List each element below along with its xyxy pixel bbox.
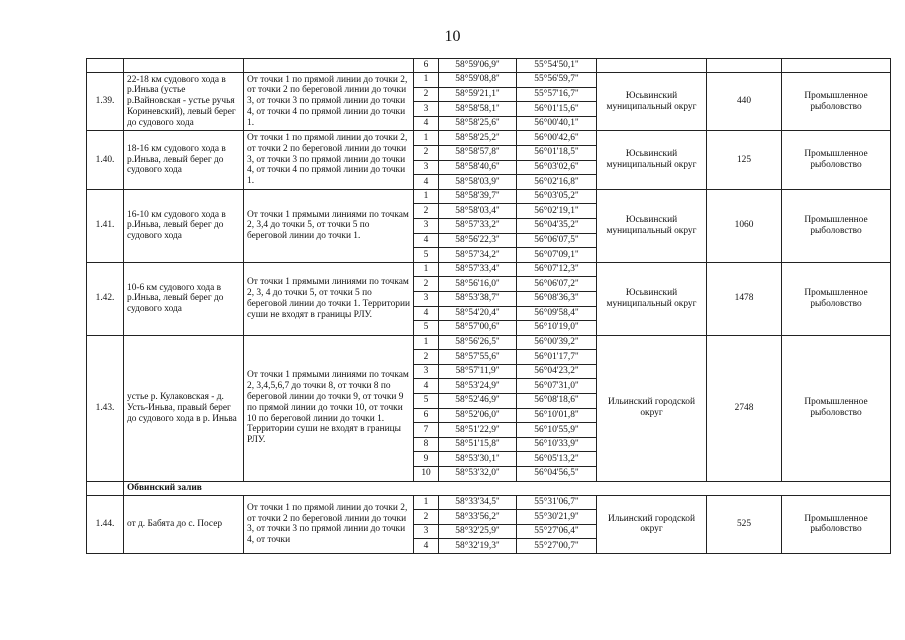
point-number: 3 bbox=[414, 102, 439, 117]
point-number: 5 bbox=[414, 394, 439, 409]
row-number: 1.41. bbox=[87, 189, 124, 262]
latitude: 58°57'33,4" bbox=[439, 262, 517, 277]
longitude: 56°00'39,2" bbox=[517, 335, 597, 350]
point-number: 4 bbox=[414, 233, 439, 248]
place-description: 18-16 км судового хода в р.Иньва, левый берег до судового хода bbox=[124, 131, 244, 189]
latitude: 58°58'25,2" bbox=[439, 131, 517, 146]
purpose: Промышленное рыболовство bbox=[782, 335, 891, 481]
point-number: 1 bbox=[414, 73, 439, 88]
latitude: 58°32'25,9" bbox=[439, 524, 517, 539]
district: Юсьвинский муниципальный округ bbox=[597, 262, 707, 335]
purpose: Промышленное рыболовство bbox=[782, 131, 891, 189]
latitude: 58°58'57,8" bbox=[439, 145, 517, 160]
area-value: 1060 bbox=[707, 189, 782, 262]
boundary-description: От точки 1 по прямой линии до точки 2, от точки 2 по береговой линии до точки 3, от точки 3 по прямой линии до точки 4, от точки 4 по прямой линии до точки 1. bbox=[244, 131, 414, 189]
place-cell bbox=[124, 59, 244, 73]
district: Ильинский городской округ bbox=[597, 495, 707, 553]
point-number: 5 bbox=[414, 248, 439, 263]
purpose: Промышленное рыболовство bbox=[782, 189, 891, 262]
longitude: 56°01'15,6" bbox=[517, 102, 597, 117]
longitude: 56°02'19,1" bbox=[517, 204, 597, 219]
point-number: 2 bbox=[414, 510, 439, 525]
latitude: 58°56'16,0" bbox=[439, 277, 517, 292]
latitude: 58°52'06,0" bbox=[439, 408, 517, 423]
longitude: 56°10'01,8" bbox=[517, 408, 597, 423]
longitude: 56°07'09,1" bbox=[517, 248, 597, 263]
latitude: 58°53'32,0" bbox=[439, 467, 517, 482]
area-value: 525 bbox=[707, 495, 782, 553]
latitude: 58°54'20,4" bbox=[439, 306, 517, 321]
longitude: 56°04'23,2" bbox=[517, 364, 597, 379]
table-body bbox=[87, 59, 891, 554]
place-description: 22-18 км судового хода в р.Иньва (устье р.Вайновская - устье ручья Кориневский), левый берег до судового хода bbox=[124, 73, 244, 131]
latitude: 58°33'34,5" bbox=[439, 495, 517, 510]
point-number: 4 bbox=[414, 539, 439, 554]
boundary-description: От точки 1 по прямой линии до точки 2, от точки 2 по береговой линии до точки 3, от точки 3 по прямой линии до точки 4, от точки bbox=[244, 495, 414, 553]
latitude: 58°58'03,9" bbox=[439, 175, 517, 190]
longitude: 56°00'42,6" bbox=[517, 131, 597, 146]
longitude: 56°05'13,2" bbox=[517, 452, 597, 467]
latitude: 58°59'08,8" bbox=[439, 73, 517, 88]
point-number: 3 bbox=[414, 218, 439, 233]
point-number: 2 bbox=[414, 87, 439, 102]
point-number: 1 bbox=[414, 262, 439, 277]
longitude: 56°08'36,3" bbox=[517, 291, 597, 306]
district: Юсьвинский муниципальный округ bbox=[597, 131, 707, 189]
point-number: 3 bbox=[414, 160, 439, 175]
longitude: 56°06'07,5" bbox=[517, 233, 597, 248]
continuation-row bbox=[87, 59, 891, 73]
longitude: 56°00'40,1" bbox=[517, 116, 597, 131]
district: Ильинский городской округ bbox=[597, 335, 707, 481]
point-number: 4 bbox=[414, 175, 439, 190]
latitude: 58°58'39,7" bbox=[439, 189, 517, 204]
latitude: 58°53'24,9" bbox=[439, 379, 517, 394]
longitude: 56°03'05,2" bbox=[517, 189, 597, 204]
table-row bbox=[87, 495, 891, 510]
table-row bbox=[87, 335, 891, 350]
longitude: 56°03'02,6" bbox=[517, 160, 597, 175]
purpose: Промышленное рыболовство bbox=[782, 73, 891, 131]
point-number: 7 bbox=[414, 423, 439, 438]
latitude: 58°57'11,9" bbox=[439, 364, 517, 379]
latitude: 58°57'33,2" bbox=[439, 218, 517, 233]
point-number: 3 bbox=[414, 291, 439, 306]
area-value: 125 bbox=[707, 131, 782, 189]
latitude: 58°57'55,6" bbox=[439, 350, 517, 365]
num-cell bbox=[87, 59, 124, 73]
longitude: 56°10'55,9" bbox=[517, 423, 597, 438]
point-number: 3 bbox=[414, 524, 439, 539]
latitude: 58°58'58,1" bbox=[439, 102, 517, 117]
longitude: 56°04'35,2" bbox=[517, 218, 597, 233]
longitude: 56°08'18,6" bbox=[517, 394, 597, 409]
point-number: 4 bbox=[414, 306, 439, 321]
latitude: 58°59'21,1" bbox=[439, 87, 517, 102]
fishing-areas-table bbox=[86, 58, 891, 554]
table-row bbox=[87, 73, 891, 88]
area-value: 2748 bbox=[707, 335, 782, 481]
area-value: 1478 bbox=[707, 262, 782, 335]
point-number: 5 bbox=[414, 321, 439, 336]
table-row bbox=[87, 131, 891, 146]
point-number: 2 bbox=[414, 350, 439, 365]
row-number: 1.39. bbox=[87, 73, 124, 131]
longitude: 56°07'31,0" bbox=[517, 379, 597, 394]
latitude: 58°53'38,7" bbox=[439, 291, 517, 306]
row-number: 1.42. bbox=[87, 262, 124, 335]
place-description: устье р. Кулаковская - д. Усть-Иньва, правый берег до судового хода в р. Иньва bbox=[124, 335, 244, 481]
point-number: 4 bbox=[414, 379, 439, 394]
boundary-description: От точки 1 прямыми линиями по точкам 2, 3,4,5,6,7 до точки 8, от точки 8 по береговой линии до точки 9, от точки 9 по прямой линии до точки 10, от точки 10 по береговой линии до точки 1. Территории суши не входят в границы РЛУ. bbox=[244, 335, 414, 481]
longitude: 55°57'16,7" bbox=[517, 87, 597, 102]
boundary-description: От точки 1 прямыми линиями по точкам 2, 3, 4 до точки 5, от точки 5 по береговой линии до точки 1. Территории суши не входят в границы РЛУ. bbox=[244, 262, 414, 335]
point-number: 1 bbox=[414, 189, 439, 204]
longitude: 56°02'16,8" bbox=[517, 175, 597, 190]
table-row bbox=[87, 262, 891, 277]
point-number: 4 bbox=[414, 116, 439, 131]
district: Юсьвинский муниципальный округ bbox=[597, 189, 707, 262]
latitude: 58°58'40,6" bbox=[439, 160, 517, 175]
latitude: 58°57'34,2" bbox=[439, 248, 517, 263]
area-value: 440 bbox=[707, 73, 782, 131]
area-cell bbox=[707, 59, 782, 73]
latitude: 58°32'19,3" bbox=[439, 539, 517, 554]
district: Юсьвинский муниципальный округ bbox=[597, 73, 707, 131]
latitude: 58°57'00,6" bbox=[439, 321, 517, 336]
num-cell bbox=[87, 481, 124, 495]
latitude: 58°51'22,9" bbox=[439, 423, 517, 438]
row-number: 1.44. bbox=[87, 495, 124, 553]
latitude: 58°51'15,8" bbox=[439, 437, 517, 452]
purpose: Промышленное рыболовство bbox=[782, 495, 891, 553]
longitude: 55°30'21,9" bbox=[517, 510, 597, 525]
latitude: 58°52'46,9" bbox=[439, 394, 517, 409]
latitude: 58°58'03,4" bbox=[439, 204, 517, 219]
desc-cell bbox=[244, 59, 414, 73]
section-row bbox=[87, 481, 891, 495]
latitude: 58°56'22,3" bbox=[439, 233, 517, 248]
row-number: 1.40. bbox=[87, 131, 124, 189]
row-number: 1.43. bbox=[87, 335, 124, 481]
purpose-cell bbox=[782, 59, 891, 73]
longitude: 56°01'17,7" bbox=[517, 350, 597, 365]
purpose: Промышленное рыболовство bbox=[782, 262, 891, 335]
longitude: 55°54'50,1" bbox=[517, 59, 597, 73]
place-description: 16-10 км судового хода в р.Иньва, левый берег до судового хода bbox=[124, 189, 244, 262]
latitude: 58°59'06,9" bbox=[439, 59, 517, 73]
table-row bbox=[87, 189, 891, 204]
boundary-description: От точки 1 прямыми линиями по точкам 2, 3,4 до точки 5, от точки 5 по береговой линии до точки 1. bbox=[244, 189, 414, 262]
page-number: 10 bbox=[444, 28, 461, 45]
point-number: 2 bbox=[414, 204, 439, 219]
point-number: 9 bbox=[414, 452, 439, 467]
point-number: 1 bbox=[414, 495, 439, 510]
district-cell bbox=[597, 59, 707, 73]
section-title: Обвинский залив bbox=[124, 481, 891, 495]
point-number: 2 bbox=[414, 277, 439, 292]
longitude: 56°01'18,5" bbox=[517, 145, 597, 160]
latitude: 58°33'56,2" bbox=[439, 510, 517, 525]
latitude: 58°53'30,1" bbox=[439, 452, 517, 467]
place-description: 10-6 км судового хода в р.Иньва, левый берег до судового хода bbox=[124, 262, 244, 335]
point-number: 3 bbox=[414, 364, 439, 379]
latitude: 58°56'26,5" bbox=[439, 335, 517, 350]
point-number: 6 bbox=[414, 408, 439, 423]
longitude: 56°04'56,5" bbox=[517, 467, 597, 482]
place-description: от д. Бабята до с. Посер bbox=[124, 495, 244, 553]
point-number: 10 bbox=[414, 467, 439, 482]
longitude: 56°10'33,9" bbox=[517, 437, 597, 452]
longitude: 55°56'59,7" bbox=[517, 73, 597, 88]
longitude: 56°06'07,2" bbox=[517, 277, 597, 292]
point-number: 8 bbox=[414, 437, 439, 452]
longitude: 56°10'19,0" bbox=[517, 321, 597, 336]
point-number: 2 bbox=[414, 145, 439, 160]
boundary-description: От точки 1 по прямой линии до точки 2, от точки 2 по береговой линии до точки 3, от точки 3 по прямой линии до точки 4, от точки 4 по прямой линии до точки 1. bbox=[244, 73, 414, 131]
longitude: 56°09'58,4" bbox=[517, 306, 597, 321]
longitude: 55°31'06,7" bbox=[517, 495, 597, 510]
longitude: 56°07'12,3" bbox=[517, 262, 597, 277]
longitude: 55°27'06,4" bbox=[517, 524, 597, 539]
point-number: 6 bbox=[414, 59, 439, 73]
point-number: 1 bbox=[414, 335, 439, 350]
latitude: 58°58'25,6" bbox=[439, 116, 517, 131]
point-number: 1 bbox=[414, 131, 439, 146]
longitude: 55°27'00,7" bbox=[517, 539, 597, 554]
